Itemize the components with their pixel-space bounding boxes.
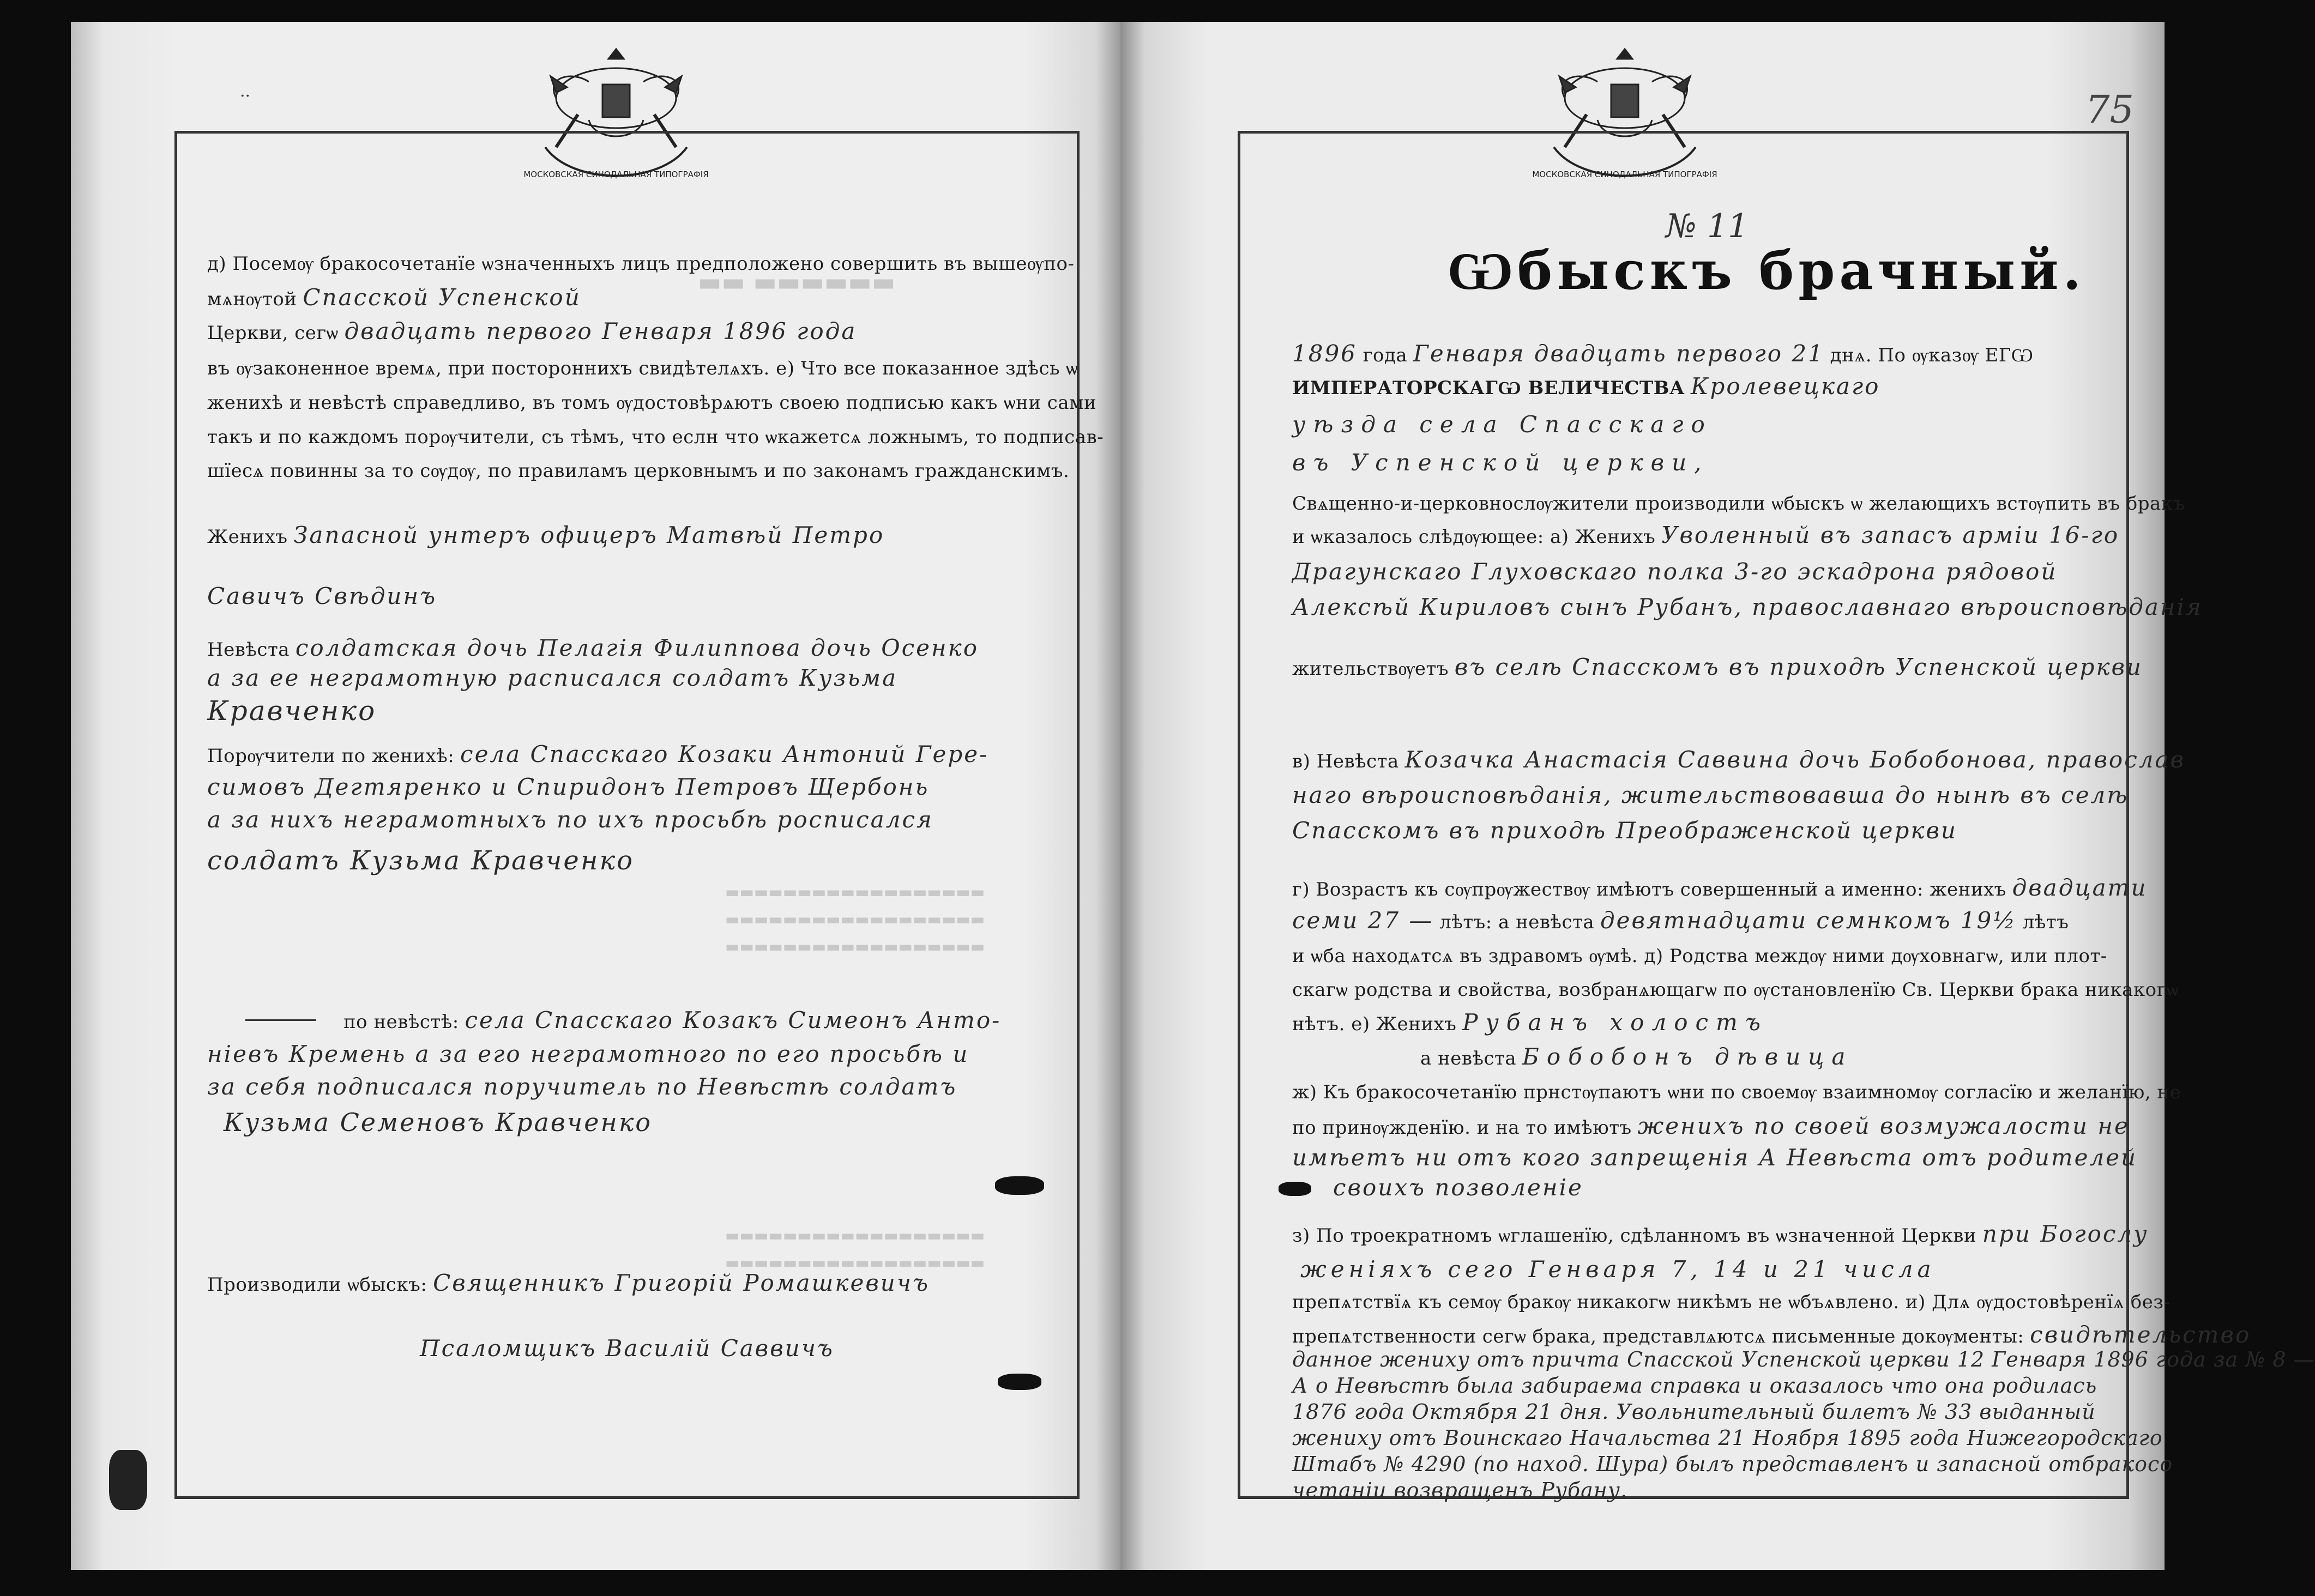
banns-line-cont: женіяхъ сего Генваря 7, 14 и 21 числа xyxy=(1300,1256,1936,1283)
documents-line-cont: четаніи возвращенъ Рубану. xyxy=(1292,1478,1627,1502)
groom-entry-cont: Драгунскаго Глуховскаго полка 3-го эскадрона рядовой xyxy=(1292,558,2058,585)
text-line: женихѣ и невѣстѣ справедливо, въ томъ ѹдостовѣрѧютъ своею подписью какъ ѡни сами xyxy=(207,392,1097,414)
documents-line-cont: данное жениху отъ причта Спасской Успенской церкви 12 Генваря 1896 года за № 8 — xyxy=(1292,1347,2315,1371)
bride-entry: в) Невѣста Козачка Анастасія Саввина дочь Бобобонова, православ xyxy=(1292,746,2185,773)
documents-line-cont: А о Невѣстѣ была забираема справка и оказалось что она родилась xyxy=(1292,1374,2097,1398)
conducted-by: Производили ѡбыскъ: Священникъ Григорій Ромашкевичъ xyxy=(207,1269,930,1296)
bride-entry-cont: Кравченко xyxy=(207,695,377,727)
groom-guarantors: Порѹчители по женихѣ: села Спасскаго Козаки Антоний Гере- xyxy=(207,741,989,767)
marital-status-groom: нѣтъ. е) Женихъ Рубанъ холостъ xyxy=(1292,1009,1768,1036)
ink-blot xyxy=(998,1374,1041,1390)
ink-blot xyxy=(995,1176,1044,1195)
compulsion-line-cont: имѣетъ ни отъ кого запрещенія А Невѣста отъ родителей xyxy=(1292,1144,2138,1171)
groom-guarantors-cont: симовъ Дегтяренко и Спиридонъ Петровъ Щербонь xyxy=(207,773,930,800)
emblem-caption: МОСКОВСКАЯ СИНОДАЛЬНАЯ ТИПОГРАФІЯ xyxy=(523,170,709,179)
bleed-through: ▬▬▬▬▬▬▬▬▬▬▬▬▬▬▬▬▬▬ xyxy=(725,1254,985,1272)
bleed-through: ▬▬▬▬▬▬▬▬▬▬▬▬▬▬▬▬▬▬ xyxy=(725,1226,985,1244)
groom-entry-cont: Савичъ Свѣдинъ xyxy=(207,583,437,609)
text-line: и ѡба находѧтсѧ въ здравомъ ѹмѣ. д) Родства междѹ ними дѹховнагѡ, или плот- xyxy=(1292,945,2107,967)
text-line: шїесѧ повинны за то сѹдѹ, по правиламъ церковнымъ и по законамъ гражданскимъ. xyxy=(207,460,1070,482)
text-line: Церкви, сегѡ двадцать первого Генваря 1896 года xyxy=(207,318,857,344)
bride-entry-cont: наго вѣроисповѣданія, жительствовавша до нынѣ въ селѣ xyxy=(1292,782,2129,808)
text-line: уѣзда села Спасскаго xyxy=(1292,411,1713,438)
text-line: Свѧщенно-и-церковнослѹжители производили ѡбыскъ ѡ желающихъ встѹпить въ бракъ xyxy=(1292,493,2185,515)
text-line: ж) Къ бракосочетанїю прнстѹпаютъ ѡни по своемѹ взаимномѹ согласїю и желанїю, не xyxy=(1292,1081,2181,1103)
text-line: въ Успенской церкви, xyxy=(1292,449,1709,476)
text-line: скагѡ родства и свойства, возбранѧющагѡ по ѹстановленїю Св. Церкви брака никакогѡ xyxy=(1292,979,2179,1001)
bride-entry-cont: а за ее неграмотную расписался солдатъ Кузьма xyxy=(207,664,898,691)
text-line: въ ѹзаконенное времѧ, при постороннихъ свидѣтелѧхъ. е) Что все показанное здѣсь ѡ xyxy=(207,358,1078,379)
groom-entry: и ѡказалось слѣдѹющее: а) Женихъ Уволенный въ запасъ арміи 16-го xyxy=(1292,522,2120,548)
ink-blot xyxy=(1279,1182,1311,1196)
age-line: г) Возрастъ къ сѹпрѹжествѹ имѣютъ совершенный а именно: женихъ двадцати xyxy=(1292,874,2148,901)
bride-guarantors: по невѣстѣ: села Спасскаго Козакъ Симеонъ Анто- xyxy=(343,1007,1002,1033)
groom-entry: Женихъ Запасной унтеръ офицеръ Матвѣй Петро xyxy=(207,522,885,548)
bride-entry-cont: Спасскомъ въ приходѣ Преображенской церкви xyxy=(1292,817,1957,844)
bleed-through: ▬▬▬▬▬▬▬▬▬▬▬▬▬▬▬▬▬▬ xyxy=(725,883,985,901)
dash-line xyxy=(245,1019,316,1021)
documents-line-cont: Штабъ № 4290 (по наход. Шура) былъ представленъ и запасной отбракосо xyxy=(1292,1452,2173,1476)
compulsion-line-cont: своихъ позволеніе xyxy=(1333,1174,1583,1201)
binding-clip xyxy=(109,1450,147,1510)
bride-entry: Невѣста солдатская дочь Пелагія Филиппова дочь Осенко xyxy=(207,634,979,661)
open-register-book xyxy=(71,22,2315,1570)
compulsion-line: по принѹжденїю. и на то имѣютъ женихъ по своей возмужалости не xyxy=(1292,1113,2130,1139)
page-number: 75 xyxy=(2085,87,2135,132)
text-line: такъ и по каждомъ порѹчители, съ тѣмъ, что еслн что ѡкажетсѧ ложнымъ, то подписав- xyxy=(207,426,1104,448)
page-title: Ѡбыскъ брачный. xyxy=(1448,240,2085,301)
groom-entry-cont: Алексѣй Кириловъ сынъ Рубанъ, православнаго вѣроисповѣданія xyxy=(1292,594,2203,620)
documents-line-cont: 1876 года Октября 21 дня. Увольнительный билетъ № 33 выданный xyxy=(1292,1400,2096,1424)
residence-line: жительствѹетъ въ селѣ Спасскомъ въ приходѣ Успенской церкви xyxy=(1292,654,2143,680)
left-page xyxy=(71,22,1120,1570)
conducted-by-cont: Псаломщикъ Василій Саввичъ xyxy=(420,1335,834,1362)
documents-line: препѧтственности сегѡ брака, представлѧютсѧ письменные докѹменты: свидѣтельство xyxy=(1292,1321,2251,1348)
bleed-through: ▬▬ ▬▬▬▬▬▬ xyxy=(698,267,896,297)
bride-guarantors-cont: за себя подписался поручитель по Невѣстѣ солдатъ xyxy=(207,1073,957,1100)
bride-guarantors-cont: Кузьма Семеновъ Кравченко xyxy=(224,1108,652,1137)
banns-line: з) По троекратномъ ѡглашенїю, сдѣланномъ въ ѡзначенной Церкви при Богослу xyxy=(1292,1220,2149,1247)
emblem-caption: МОСКОВСКАЯ СИНОДАЛЬНАЯ ТИПОГРАФІЯ xyxy=(1532,170,1717,179)
bleed-through: ▬▬▬▬▬▬▬▬▬▬▬▬▬▬▬▬▬▬ xyxy=(725,938,985,956)
corner-marks: .. xyxy=(240,82,251,101)
text-line: мѧнѹтой Спасской Успенской xyxy=(207,284,581,311)
text-line: ИМПЕРАТОРСКАГѠ ВЕЛИЧЕСТВА Кролевецкаго xyxy=(1292,373,1880,400)
documents-line-cont: жениху отъ Воинскаго Начальства 21 Ноября 1895 года Нижегородскаго xyxy=(1292,1426,2163,1450)
text-line: препѧтствїѧ къ семѹ бракѹ никакогѡ никѣмъ не ѡбъѧвлено. и) Длѧ ѹдостовѣренїѧ без- xyxy=(1292,1291,2171,1313)
text-line: 1896 года Генваря двадцать первого 21 днѧ. По ѹказѹ ЕГѠ xyxy=(1292,340,2034,367)
groom-guarantors-cont: солдатъ Кузьма Кравченко xyxy=(207,845,634,876)
record-number: № 11 xyxy=(1666,207,1749,245)
bleed-through: ▬▬▬▬▬▬▬▬▬▬▬▬▬▬▬▬▬▬ xyxy=(725,910,985,928)
marital-status-bride: а невѣста Бобобонъ дѣвица xyxy=(1420,1043,1853,1070)
bride-guarantors-cont: ніевъ Кремень а за его неграмотного по его просьбѣ и xyxy=(207,1041,969,1067)
right-page xyxy=(1120,22,2315,1570)
groom-guarantors-cont: а за нихъ неграмотныхъ по ихъ просьбѣ росписался xyxy=(207,806,933,833)
text-line: д) Посемѹ бракосочетанїе ѡзначенныхъ лицъ предположено совершить въ вышеѹпо- xyxy=(207,253,1075,275)
age-line-cont: семи 27 — лѣтъ: а невѣста девятнадцати семнкомъ 19½ лѣтъ xyxy=(1292,907,2069,934)
